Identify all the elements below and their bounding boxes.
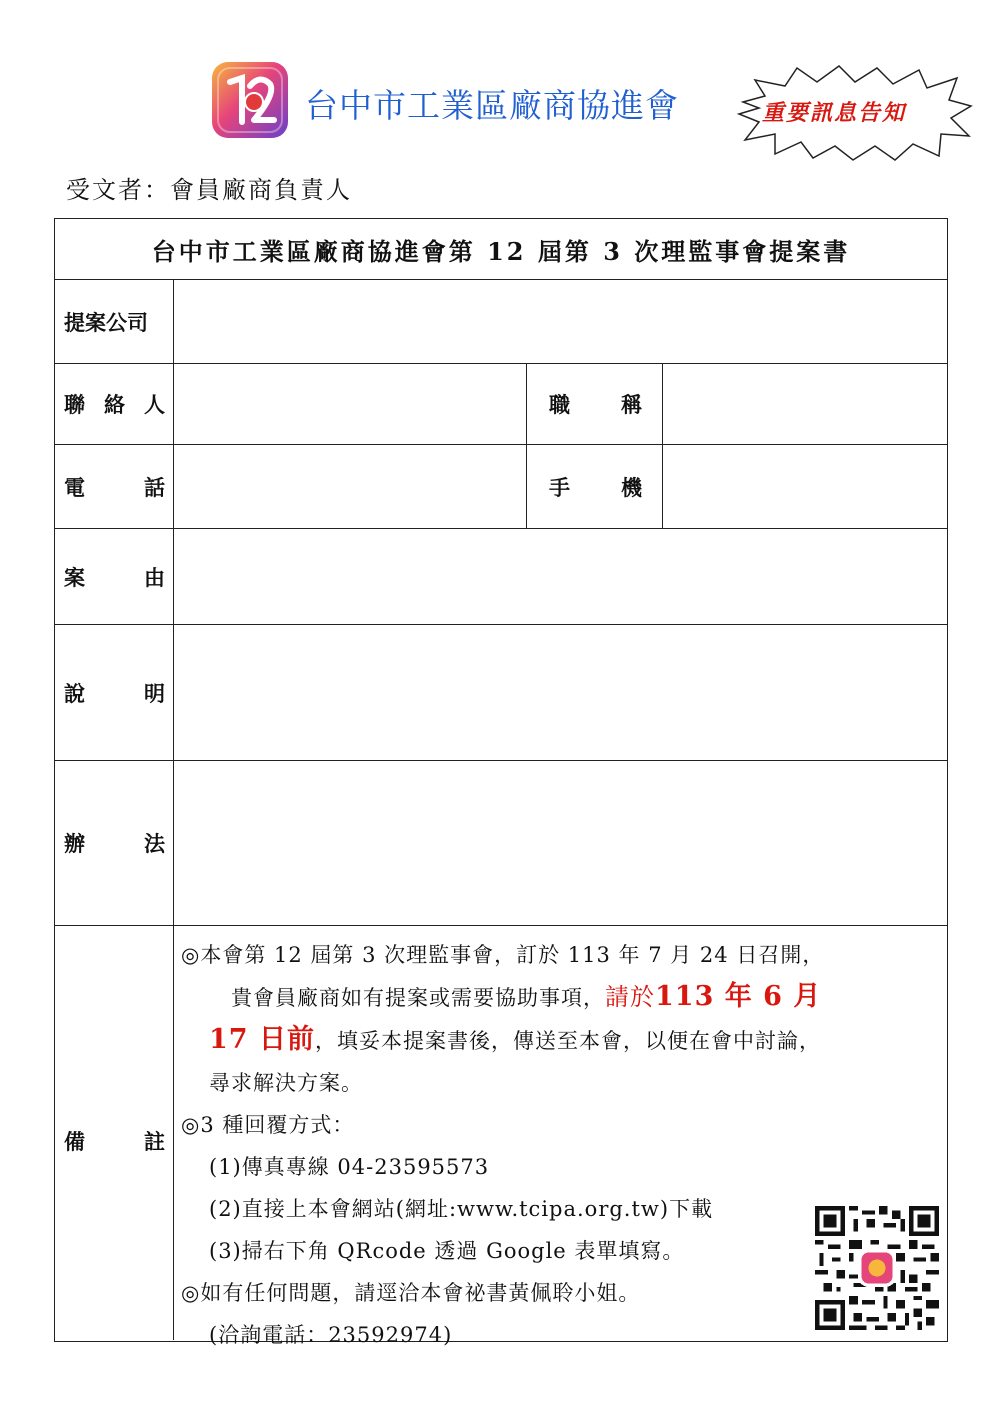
qrcode-icon[interactable] bbox=[815, 1206, 939, 1330]
letterhead bbox=[0, 0, 1000, 160]
remark-solution: 尋求解決方案。 bbox=[209, 1071, 363, 1095]
remark-reply-methods: ◎3 種回覆方式： bbox=[181, 1113, 355, 1137]
company-row bbox=[55, 280, 947, 364]
remarks-label: 備 註 bbox=[55, 926, 174, 1340]
remarks-row bbox=[55, 926, 947, 1347]
company-field[interactable] bbox=[175, 280, 947, 363]
job-title-field[interactable] bbox=[663, 364, 947, 444]
form-title-row bbox=[55, 219, 947, 280]
contact-field[interactable] bbox=[175, 364, 527, 444]
phone-label: 電 話 bbox=[55, 445, 174, 528]
mobile-field[interactable] bbox=[663, 445, 947, 528]
association-logo-icon bbox=[210, 60, 290, 140]
proposal-form bbox=[54, 218, 948, 1347]
deadline-month: 113 年 6 月 bbox=[655, 981, 822, 1012]
remark-deadline-cont: 17 日前，填妥本提案書後，傳送至本會，以便在會中討論， bbox=[209, 1024, 821, 1055]
remark-contact-phone: (洽詢電話：23592974) bbox=[209, 1323, 453, 1347]
reply-fax: (1)傳真專線 04-23595573 bbox=[209, 1155, 490, 1179]
reply-website: (2)直接上本會網站(網址:www.tcipa.org.tw)下載 bbox=[209, 1197, 714, 1221]
subject-field[interactable] bbox=[175, 529, 947, 624]
recipient-line: 受文者：會員廠商負責人 bbox=[66, 176, 352, 204]
contact-row bbox=[55, 364, 947, 445]
association-name: 台中市工業區廠商協進會 bbox=[305, 86, 679, 125]
job-title-label: 職 稱 bbox=[526, 364, 663, 444]
method-label: 辦 法 bbox=[55, 761, 174, 925]
deadline-prefix: 請於 bbox=[605, 983, 655, 1011]
subject-label: 案 由 bbox=[55, 529, 174, 624]
explanation-row bbox=[55, 625, 947, 761]
remark-meeting-date: ◎本會第 12 屆第 3 次理監事會，訂於 113 年 7 月 24 日召開， bbox=[181, 943, 825, 967]
contact-label: 聯 絡 人 bbox=[55, 364, 174, 444]
phone-field[interactable] bbox=[175, 445, 527, 528]
important-notice-label: 重要訊息告知 bbox=[762, 100, 907, 126]
remark-contact: ◎如有任何問題，請逕洽本會祕書黃佩聆小姐。 bbox=[181, 1281, 641, 1305]
method-row bbox=[55, 761, 947, 926]
mobile-label: 手 機 bbox=[526, 445, 663, 528]
deadline-day: 17 日前 bbox=[209, 1024, 315, 1055]
phone-row bbox=[55, 445, 947, 529]
explanation-label: 說 明 bbox=[55, 625, 174, 760]
reply-qrcode: (3)掃右下角 QRcode 透過 Google 表單填寫。 bbox=[209, 1239, 685, 1263]
method-field[interactable] bbox=[175, 761, 947, 925]
subject-row bbox=[55, 529, 947, 625]
company-label: 提案公司 bbox=[55, 280, 174, 363]
form-title: 台中市工業區廠商協進會第 12 屆第 3 次理監事會提案書 bbox=[151, 236, 851, 266]
explanation-field[interactable] bbox=[175, 625, 947, 760]
remark-deadline-line: 貴會員廠商如有提案或需要協助事項，請於113 年 6 月 bbox=[231, 981, 822, 1012]
